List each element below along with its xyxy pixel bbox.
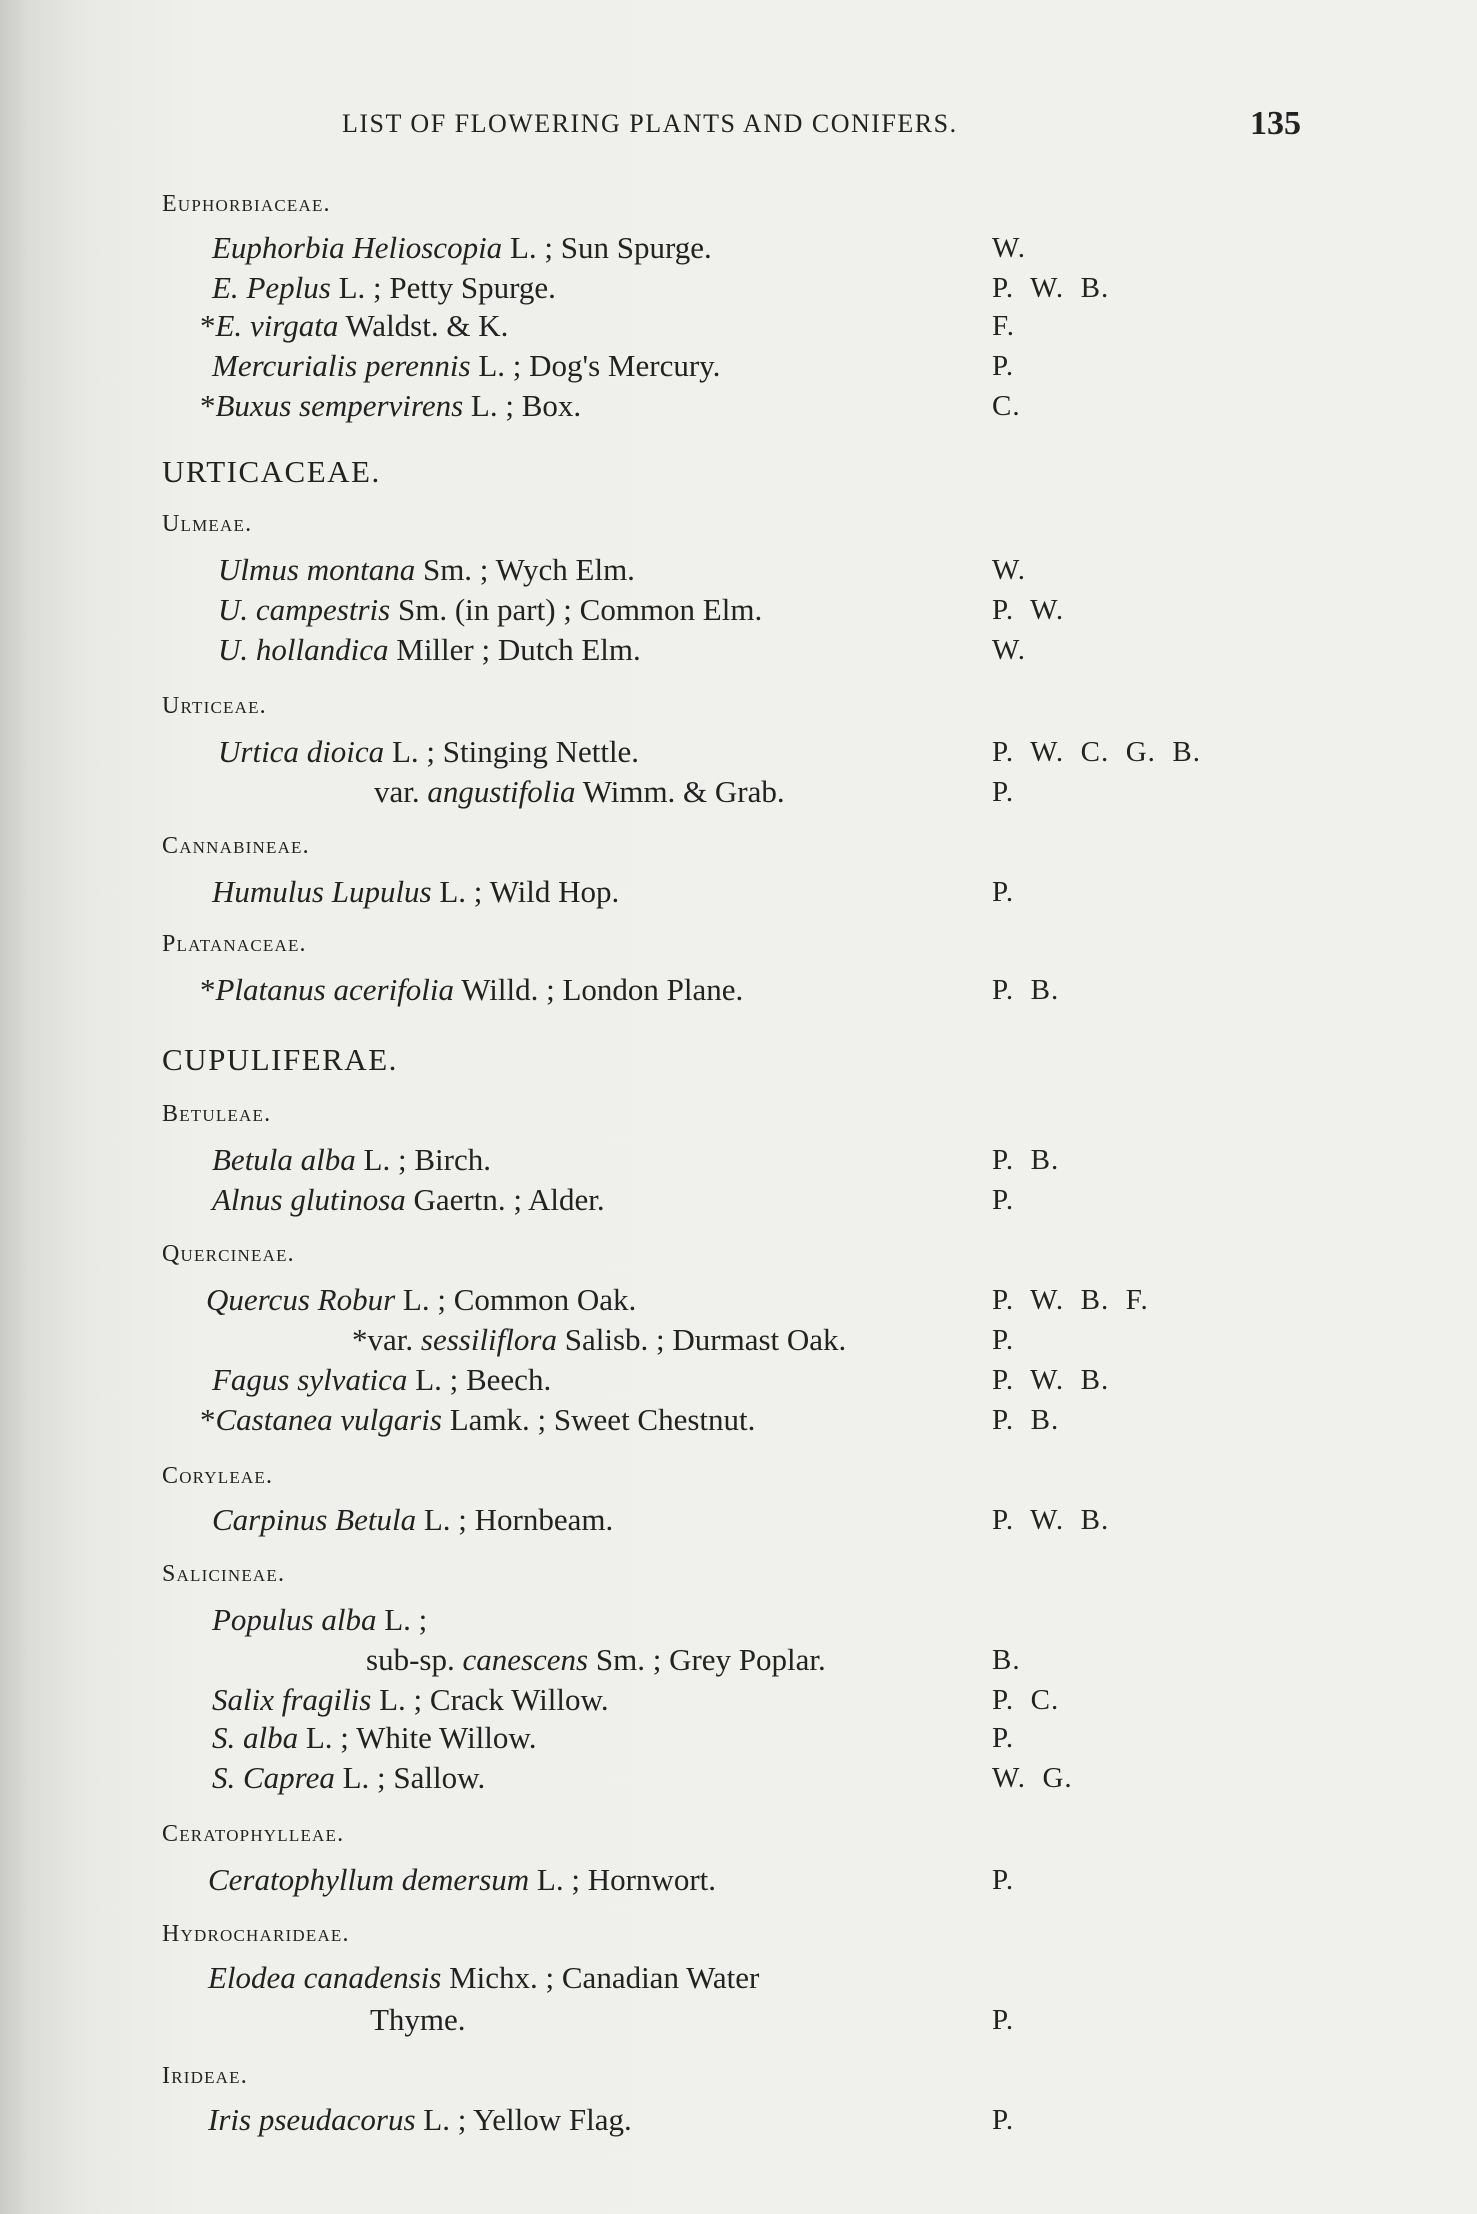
variety-entry: var. angustifolia Wimm. & Grab. bbox=[374, 774, 785, 809]
tribe-heading-hydrocharideae: Hydrocharideae. bbox=[162, 1921, 350, 1947]
species-entry: *Buxus sempervirens L. ; Box. bbox=[200, 388, 582, 423]
tribe-heading-coryleae: Coryleae. bbox=[162, 1463, 274, 1489]
family-heading-urticaceae: URTICACEAE. bbox=[162, 454, 381, 489]
species-entry: U. campestris Sm. (in part) ; Common Elm. bbox=[218, 592, 763, 627]
species-entry: Quercus Robur L. ; Common Oak. bbox=[206, 1282, 637, 1317]
family-heading-euphorbiaceae: Euphorbiaceae. bbox=[162, 191, 331, 217]
distribution-codes: P. bbox=[992, 776, 1015, 808]
distribution-codes: P. bbox=[992, 876, 1015, 908]
tribe-heading-salicineae: Salicineae. bbox=[162, 1561, 286, 1587]
subspecies-entry: sub-sp. canescens Sm. ; Grey Poplar. bbox=[366, 1642, 826, 1677]
species-entry: Urtica dioica L. ; Stinging Nettle. bbox=[218, 734, 640, 769]
tribe-heading-irideae: Irideae. bbox=[162, 2063, 248, 2089]
species-entry: Mercurialis perennis L. ; Dog's Mercury. bbox=[212, 348, 721, 383]
family-heading-cupuliferae: CUPULIFERAE. bbox=[162, 1042, 398, 1077]
species-entry: E. Peplus L. ; Petty Spurge. bbox=[212, 270, 556, 305]
tribe-heading-cannabineae: Cannabineae. bbox=[162, 833, 310, 859]
distribution-codes: W. G. bbox=[992, 1762, 1073, 1794]
species-entry: S. alba L. ; White Willow. bbox=[212, 1720, 537, 1755]
species-entry: Ulmus montana Sm. ; Wych Elm. bbox=[218, 552, 635, 587]
distribution-codes: P. bbox=[992, 1324, 1015, 1356]
tribe-heading-ceratophylleae: Ceratophylleae. bbox=[162, 1821, 345, 1847]
tribe-heading-urticeae: Urticeae. bbox=[162, 693, 267, 719]
distribution-codes: P. W. B. F. bbox=[992, 1284, 1149, 1316]
distribution-codes: P. B. bbox=[992, 1404, 1060, 1436]
distribution-codes: W. bbox=[992, 554, 1026, 586]
distribution-codes: P. bbox=[992, 1864, 1015, 1896]
distribution-codes: P. bbox=[992, 1184, 1015, 1216]
running-header: LIST OF FLOWERING PLANTS AND CONIFERS. bbox=[342, 109, 958, 138]
species-entry: Fagus sylvatica L. ; Beech. bbox=[212, 1362, 552, 1397]
tribe-heading-betuleae: Betuleae. bbox=[162, 1101, 272, 1127]
species-entry: Iris pseudacorus L. ; Yellow Flag. bbox=[208, 2102, 632, 2137]
species-entry: U. hollandica Miller ; Dutch Elm. bbox=[218, 632, 641, 667]
distribution-codes: P. bbox=[992, 350, 1015, 382]
distribution-codes: C. bbox=[992, 390, 1021, 422]
species-entry: Populus alba L. ; bbox=[212, 1602, 428, 1637]
species-entry: Alnus glutinosa Gaertn. ; Alder. bbox=[212, 1182, 605, 1217]
species-entry: Ceratophyllum demersum L. ; Hornwort. bbox=[208, 1862, 717, 1897]
distribution-codes: P. C. bbox=[992, 1684, 1060, 1716]
distribution-codes: B. bbox=[992, 1644, 1021, 1676]
distribution-codes: P. bbox=[992, 2004, 1015, 2036]
distribution-codes: P. B. bbox=[992, 974, 1060, 1006]
species-entry: Carpinus Betula L. ; Hornbeam. bbox=[212, 1502, 614, 1537]
tribe-heading-ulmeae: Ulmeae. bbox=[162, 511, 253, 537]
species-entry: Betula alba L. ; Birch. bbox=[212, 1142, 491, 1177]
species-entry: Humulus Lupulus L. ; Wild Hop. bbox=[212, 874, 620, 909]
distribution-codes: P. bbox=[992, 2104, 1015, 2136]
species-entry: Salix fragilis L. ; Crack Willow. bbox=[212, 1682, 609, 1717]
distribution-codes: P. W. B. bbox=[992, 1504, 1110, 1536]
distribution-codes: W. bbox=[992, 634, 1026, 666]
page-number: 135 bbox=[1250, 105, 1301, 142]
distribution-codes: P. W. C. G. B. bbox=[992, 736, 1201, 768]
distribution-codes: W. bbox=[992, 232, 1026, 264]
tribe-heading-platanaceae: Platanaceae. bbox=[162, 931, 307, 957]
species-entry: Euphorbia Helioscopia L. ; Sun Spurge. bbox=[212, 230, 712, 265]
variety-entry: *var. sessiliflora Salisb. ; Durmast Oak. bbox=[352, 1322, 847, 1357]
species-entry: *E. virgata Waldst. & K. bbox=[200, 308, 509, 343]
species-entry: *Castanea vulgaris Lamk. ; Sweet Chestnut. bbox=[200, 1402, 756, 1437]
distribution-codes: P. bbox=[992, 1722, 1015, 1754]
distribution-codes: P. B. bbox=[992, 1144, 1060, 1176]
species-entry: S. Caprea L. ; Sallow. bbox=[212, 1760, 486, 1795]
species-entry: *Platanus acerifolia Willd. ; London Plane. bbox=[200, 972, 744, 1007]
distribution-codes: P. W. bbox=[992, 594, 1065, 626]
tribe-heading-quercineae: Quercineae. bbox=[162, 1241, 295, 1267]
distribution-codes: P. W. B. bbox=[992, 272, 1110, 304]
species-entry: Elodea canadensis Michx. ; Canadian Water bbox=[208, 1960, 760, 1995]
distribution-codes: P. W. B. bbox=[992, 1364, 1110, 1396]
distribution-codes: F. bbox=[992, 310, 1016, 342]
species-entry-continuation: Thyme. bbox=[370, 2002, 466, 2037]
